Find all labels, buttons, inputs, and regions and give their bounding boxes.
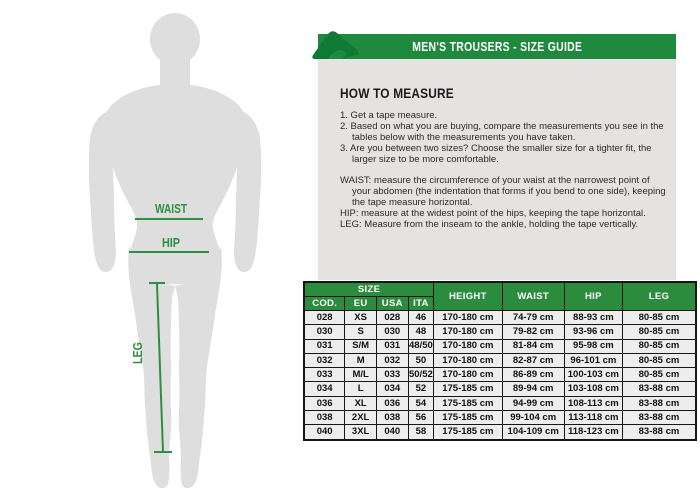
measure-step: 3. Are you between two sizes? Choose the smaller size for a tighter fit, the larger size to be more comfortable.: [340, 143, 652, 165]
cell-usa: 033: [376, 368, 408, 382]
table-row: [304, 368, 696, 382]
cell-height: 170-180 cm: [434, 311, 502, 325]
measure-note: WAIST: measure the circumference of your waist at the narrowest point of your abdomen (the indentation that forms if you bend to one side), keeping the tape measure horizontal.: [340, 175, 666, 208]
cell-eu: M/L: [345, 368, 377, 382]
cell-leg: 83-88 cm: [622, 382, 696, 396]
title-bar: [318, 34, 676, 59]
measure-note: LEG: Measure from the inseam to the ankle, holding the tape vertically.: [340, 219, 639, 230]
cell-usa: 030: [376, 325, 408, 339]
leg-label: LEG: [130, 337, 145, 364]
body-silhouette-diagram: [0, 0, 310, 495]
cell-hip: 95-98 cm: [564, 339, 622, 353]
col-header-height: HEIGHT: [434, 282, 502, 311]
measure-steps: [340, 110, 666, 165]
cell-ita: 58: [408, 425, 434, 440]
hip-label: HIP: [162, 235, 181, 250]
cell-height: 175-185 cm: [434, 382, 502, 396]
cell-height: 175-185 cm: [434, 425, 502, 440]
cell-hip: 88-93 cm: [564, 311, 622, 325]
cell-waist: 89-94 cm: [502, 382, 564, 396]
cell-eu: S: [345, 325, 377, 339]
cell-cod: 031: [304, 339, 345, 353]
cell-eu: XL: [345, 396, 377, 410]
cell-usa: 036: [376, 396, 408, 410]
cell-usa: 040: [376, 425, 408, 440]
how-to-measure-panel: [318, 59, 676, 280]
cell-cod: 040: [304, 425, 345, 440]
cell-height: 170-180 cm: [434, 325, 502, 339]
cell-hip: 100-103 cm: [564, 368, 622, 382]
col-header-waist: WAIST: [502, 282, 564, 311]
cell-cod: 033: [304, 368, 345, 382]
measure-step: 2. Based on what you are buying, compare the measurements you see in the tables below with the measurements you have taken.: [340, 121, 664, 143]
cell-ita: 48/50: [408, 340, 433, 352]
cell-ita: 52: [408, 382, 434, 396]
table-row: [304, 382, 696, 396]
cell-ita: 56: [408, 411, 434, 425]
cell-usa: 034: [376, 382, 408, 396]
cell-waist: 81-84 cm: [502, 339, 564, 353]
measure-notes: [340, 175, 666, 230]
how-to-measure-heading: HOW TO MEASURE: [340, 85, 454, 101]
waist-label: WAIST: [155, 201, 188, 216]
cell-waist: 74-79 cm: [502, 311, 564, 325]
cell-ita: 50/52: [408, 369, 433, 381]
table-row: [304, 396, 696, 410]
male-silhouette: [89, 13, 261, 488]
cell-waist: 94-99 cm: [502, 396, 564, 410]
measure-note: HIP: measure at the widest point of the hips, keeping the tape horizontal.: [340, 208, 646, 219]
col-header-ita: ITA: [408, 297, 434, 311]
col-header-cod: COD.: [304, 297, 345, 311]
cell-usa: 028: [376, 311, 408, 325]
cell-usa: 031: [376, 339, 408, 353]
cell-height: 170-180 cm: [434, 339, 502, 353]
col-header-hip: HIP: [564, 282, 622, 311]
size-table-head: [304, 282, 696, 311]
cell-cod: 036: [304, 396, 345, 410]
table-row: [304, 311, 696, 325]
cell-leg: 80-85 cm: [622, 311, 696, 325]
cell-hip: 96-101 cm: [564, 353, 622, 367]
cell-leg: 83-88 cm: [622, 411, 696, 425]
cell-ita: 50: [408, 353, 434, 367]
cell-eu: S/M: [345, 339, 377, 353]
cell-height: 175-185 cm: [434, 411, 502, 425]
cell-hip: 108-113 cm: [564, 396, 622, 410]
cell-hip: 93-96 cm: [564, 325, 622, 339]
cell-ita: 46: [408, 311, 434, 325]
cell-height: 175-185 cm: [434, 396, 502, 410]
cell-cod: 038: [304, 411, 345, 425]
cell-eu: 3XL: [345, 425, 377, 440]
table-row: [304, 411, 696, 425]
table-row: [304, 339, 696, 353]
cell-height: 170-180 cm: [434, 368, 502, 382]
size-group-header: SIZE: [304, 282, 434, 297]
col-header-leg: LEG: [622, 282, 696, 311]
cell-leg: 80-85 cm: [622, 325, 696, 339]
cell-eu: XS: [345, 311, 377, 325]
size-table: [303, 281, 697, 441]
page-title: MEN'S TROUSERS - SIZE GUIDE: [411, 39, 583, 54]
cell-waist: 99-104 cm: [502, 411, 564, 425]
cell-leg: 80-85 cm: [622, 368, 696, 382]
table-row: [304, 325, 696, 339]
table-row: [304, 353, 696, 367]
table-row: [304, 425, 696, 440]
cell-hip: 103-108 cm: [564, 382, 622, 396]
measure-step: 1. Get a tape measure.: [340, 110, 438, 121]
cell-usa: 032: [376, 353, 408, 367]
cell-waist: 86-89 cm: [502, 368, 564, 382]
cell-usa: 038: [376, 411, 408, 425]
cell-hip: 118-123 cm: [564, 425, 622, 440]
cell-leg: 80-85 cm: [622, 353, 696, 367]
cell-leg: 80-85 cm: [622, 339, 696, 353]
cell-cod: 028: [304, 311, 345, 325]
size-table-body: [304, 311, 696, 440]
cell-eu: 2XL: [345, 411, 377, 425]
cell-cod: 030: [304, 325, 345, 339]
cell-height: 170-180 cm: [434, 353, 502, 367]
col-header-eu: EU: [345, 297, 377, 311]
col-header-usa: USA: [376, 297, 408, 311]
cell-waist: 82-87 cm: [502, 353, 564, 367]
cell-ita: 54: [408, 396, 434, 410]
cell-cod: 034: [304, 382, 345, 396]
cell-leg: 83-88 cm: [622, 425, 696, 440]
cell-waist: 79-82 cm: [502, 325, 564, 339]
cell-hip: 113-118 cm: [564, 411, 622, 425]
brand-logo-icon: [311, 28, 361, 60]
cell-waist: 104-109 cm: [502, 425, 564, 440]
cell-leg: 83-88 cm: [622, 396, 696, 410]
cell-cod: 032: [304, 353, 345, 367]
cell-eu: L: [345, 382, 377, 396]
cell-eu: M: [345, 353, 377, 367]
cell-ita: 48: [408, 325, 434, 339]
